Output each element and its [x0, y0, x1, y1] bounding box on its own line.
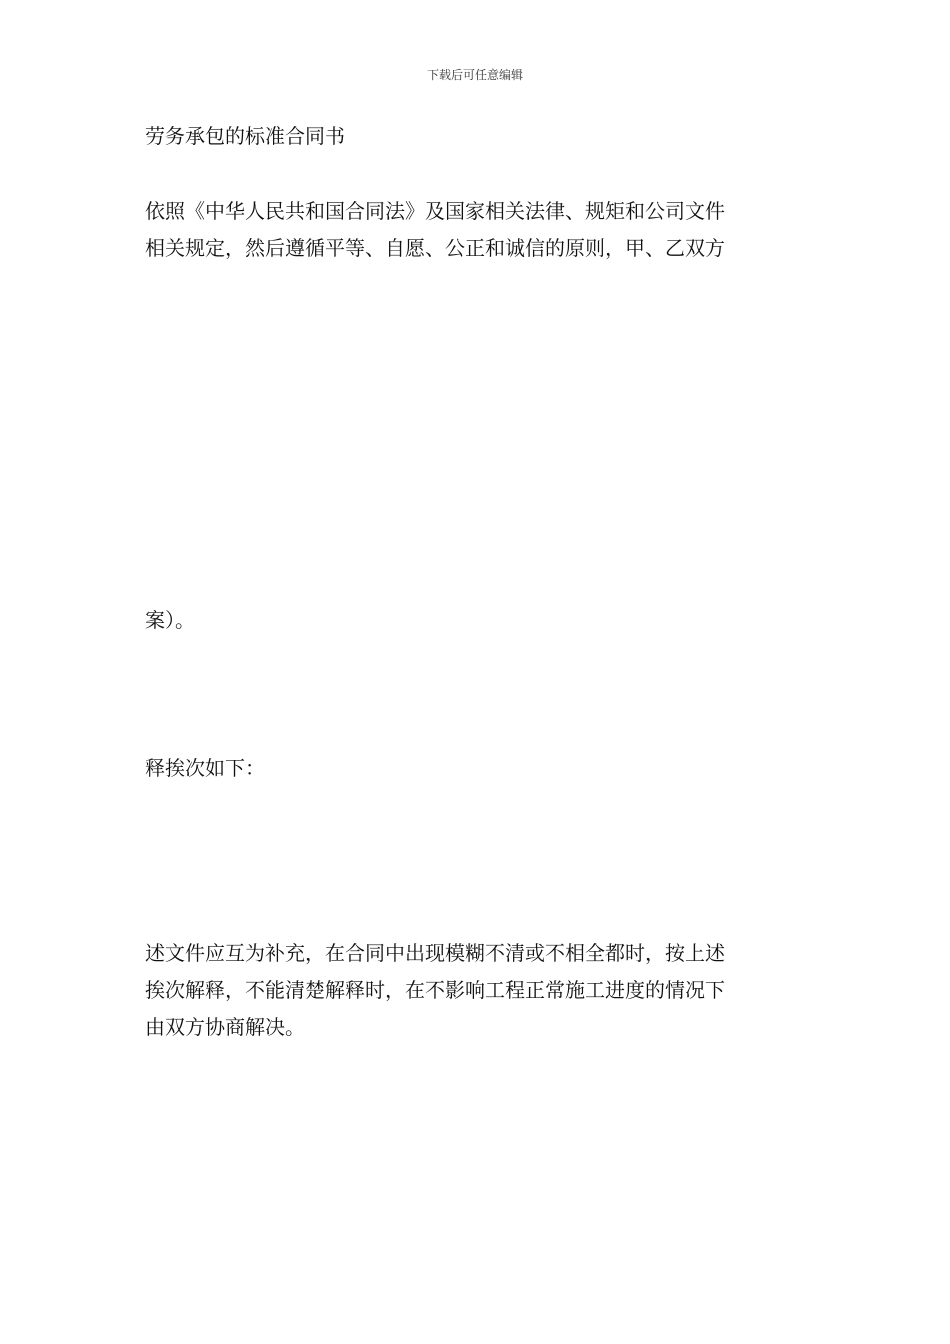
note-line: 述文件应互为补充，在合同中出现模糊不清或不相全都时，按上述 — [145, 941, 725, 965]
preamble-line: 依照《中华人民共和国合同法》及国家相关法律、规矩和公司文件 — [145, 199, 725, 223]
note-line: 由双方协商解决。 — [145, 1015, 305, 1039]
document-title: 劳务承包的标准合同书 — [145, 124, 345, 148]
preamble-line: 相关规定，然后遵循平等、自愿、公正和诚信的原则，甲、乙双方 — [145, 236, 725, 260]
header-note: 下载后可任意编辑 — [426, 68, 523, 82]
note-line: 挨次解释，不能清楚解释时，在不影响工程正常施工进度的情况下 — [145, 978, 725, 1002]
article-5-cont: 释挨次如下： — [145, 756, 265, 780]
article-3-item-3-cont: 案）。 — [145, 608, 195, 632]
